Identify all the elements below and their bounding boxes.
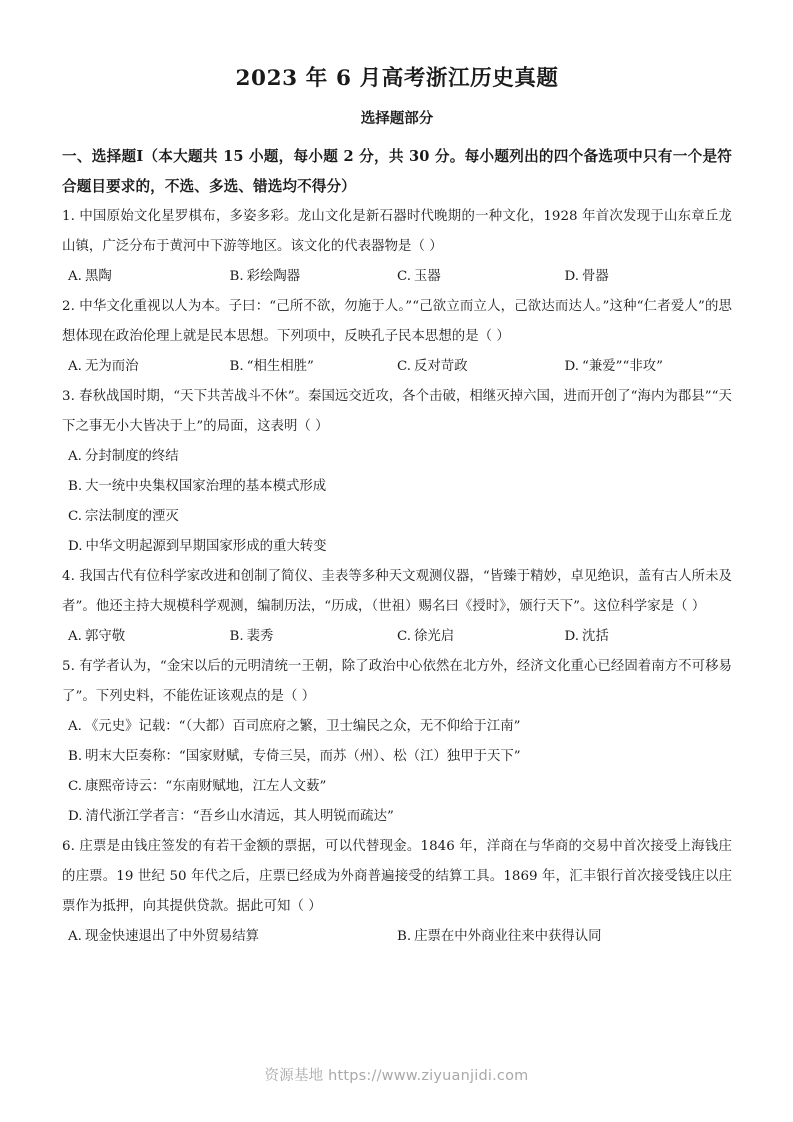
- option-text: 黑陶: [84, 268, 112, 284]
- option-a[interactable]: [62, 262, 230, 292]
- option-d[interactable]: [565, 622, 733, 652]
- option-row: [62, 262, 732, 292]
- page-subtitle: 选择题部分: [360, 110, 434, 128]
- option-label: B.: [229, 268, 244, 284]
- page-title: 2023 年 6 月高考浙江历史真题: [235, 66, 559, 91]
- option-c[interactable]: [397, 262, 565, 292]
- question-stem: 6. 庄票是由钱庄签发的有若干金额的票据，可以代替现金。1846 年，洋商在与华商的交易中首次接受上海钱庄的庄票。19 世纪 50 年代之后，庄票已经成为外商普遍接受的结算工具。1869 年，汇丰银行首次接受钱庄以庄票作为抵押，向其提供贷款。据此可知（ ）: [62, 838, 732, 914]
- option-label: B.: [68, 748, 83, 764]
- option-text: “相生相胜”: [246, 358, 314, 374]
- option-text: 骨器: [582, 268, 609, 284]
- page-content: [62, 0, 732, 952]
- option-a[interactable]: [62, 442, 732, 472]
- option-text: 分封制度的终结: [84, 448, 179, 464]
- question-stem: 4. 我国古代有位科学家改进和创制了简仪、圭表等多种天文观测仪器，“皆臻于精妙，卓见绝识，盖有古人所未及者”。他还主持大规模科学观测，编制历法，“历成，（世祖）赐名曰《授时》，颁行天下”。这位科学家是（ ）: [62, 568, 732, 614]
- question-stem: 3. 春秋战国时期，“天下共苦战斗不休”。秦国远交近攻，各个击破，相继灭掉六国，进而开创了“海内为郡县”“天下之事无小大皆决于上”的局面，这表明（ ）: [62, 388, 732, 434]
- question-stem: 1. 中国原始文化星罗棋布，多姿多彩。龙山文化是新石器时代晚期的一种文化，1928 年首次发现于山东章丘龙山镇，广泛分布于黄河中下游等地区。该文化的代表器物是（ ）: [62, 208, 732, 254]
- option-list: [62, 712, 732, 832]
- option-b[interactable]: [62, 472, 732, 502]
- option-row: [62, 922, 732, 952]
- option-b[interactable]: [230, 352, 398, 382]
- option-label: B.: [229, 628, 244, 644]
- option-a[interactable]: [62, 352, 230, 382]
- option-label: A.: [68, 448, 82, 464]
- option-d[interactable]: [62, 802, 732, 832]
- option-text: 庄票在中外商业往来中获得认同: [414, 928, 602, 944]
- option-text: 彩绘陶器: [246, 268, 301, 284]
- option-label: C.: [397, 358, 412, 374]
- option-label: C.: [68, 778, 83, 794]
- option-text: 清代浙江学者言：“吾乡山水清远，其人明锐而疏达”: [85, 808, 394, 824]
- option-text: 《元史》记载：“（大都）百司庶府之繁，卫士编民之众，无不仰给于江南”: [84, 718, 521, 734]
- option-row: [62, 622, 732, 652]
- option-label: D.: [564, 628, 580, 644]
- option-label: A.: [68, 928, 82, 944]
- option-a[interactable]: [62, 712, 732, 742]
- option-label: B.: [397, 928, 412, 944]
- option-label: A.: [68, 268, 82, 284]
- question-block: [62, 382, 732, 562]
- option-label: D.: [68, 808, 83, 824]
- option-a[interactable]: [62, 922, 397, 952]
- option-c[interactable]: [397, 622, 565, 652]
- option-d[interactable]: [565, 352, 733, 382]
- option-text: 反对苛政: [414, 358, 468, 374]
- option-text: 明末大臣奏称：“国家财赋，专倚三吴，而苏（州）、松（江）独甲于天下”: [85, 748, 521, 764]
- option-b[interactable]: [230, 262, 398, 292]
- option-text: 大一统中央集权国家治理的基本模式形成: [85, 478, 327, 494]
- option-c[interactable]: [62, 502, 732, 532]
- question-block: [62, 562, 732, 652]
- option-text: 裴秀: [246, 628, 274, 644]
- section-heading: 一、选择题Ⅰ（本大题共 15 小题，每小题 2 分，共 30 分。每小题列出的四个备选项中只有一个是符合题目要求的，不选、多选、错选均不得分）: [62, 147, 732, 195]
- option-text: 徐光启: [414, 628, 455, 644]
- option-label: C.: [68, 508, 83, 524]
- option-label: A.: [68, 718, 82, 734]
- option-label: B.: [229, 358, 244, 374]
- option-list: [62, 442, 732, 562]
- option-label: A.: [68, 628, 82, 644]
- option-b[interactable]: [397, 922, 732, 952]
- option-d[interactable]: [62, 532, 732, 562]
- question-stem: 2. 中华文化重视以人为本。子曰：“己所不欲，勿施于人。”“己欲立而立人，己欲达而达人。”这种“仁者爱人”的思想体现在政治伦理上就是民本思想。下列项中，反映孔子民本思想的是（ ）: [62, 298, 732, 344]
- question-block: [62, 292, 732, 382]
- option-row: [62, 352, 732, 382]
- option-text: 现金快速退出了中外贸易结算: [84, 928, 260, 944]
- option-text: 康熙帝诗云：“东南财赋地，江左人文薮”: [85, 778, 327, 794]
- option-c[interactable]: [62, 772, 732, 802]
- option-label: C.: [397, 268, 412, 284]
- option-label: A.: [68, 358, 82, 374]
- option-text: 沈括: [582, 628, 609, 644]
- question-stem: 5. 有学者认为，“金宋以后的元明清统一王朝，除了政治中心依然在北方外，经济文化重心已经固着南方不可移易了”。下列史料，不能佐证该观点的是（ ）: [62, 658, 732, 704]
- option-text: 无为而治: [84, 358, 139, 374]
- option-text: 宗法制度的湮灭: [85, 508, 179, 524]
- question-block: [62, 202, 732, 292]
- site-watermark: 资源基地 https://www.ziyuanjidi.com: [264, 1068, 529, 1084]
- option-b[interactable]: [62, 742, 732, 772]
- option-label: D.: [68, 538, 83, 554]
- question-block: [62, 832, 732, 952]
- option-label: D.: [564, 268, 580, 284]
- option-text: “兼爱”“非攻”: [582, 358, 663, 374]
- option-text: 郭守敬: [84, 628, 126, 644]
- option-label: D.: [564, 358, 580, 374]
- option-label: C.: [397, 628, 412, 644]
- question-block: [62, 652, 732, 832]
- option-label: B.: [68, 478, 83, 494]
- option-a[interactable]: [62, 622, 230, 652]
- option-d[interactable]: [565, 262, 733, 292]
- option-b[interactable]: [230, 622, 398, 652]
- option-text: 中华文明起源到早期国家形成的重大转变: [85, 538, 327, 554]
- option-text: 玉器: [414, 268, 441, 284]
- option-c[interactable]: [397, 352, 565, 382]
